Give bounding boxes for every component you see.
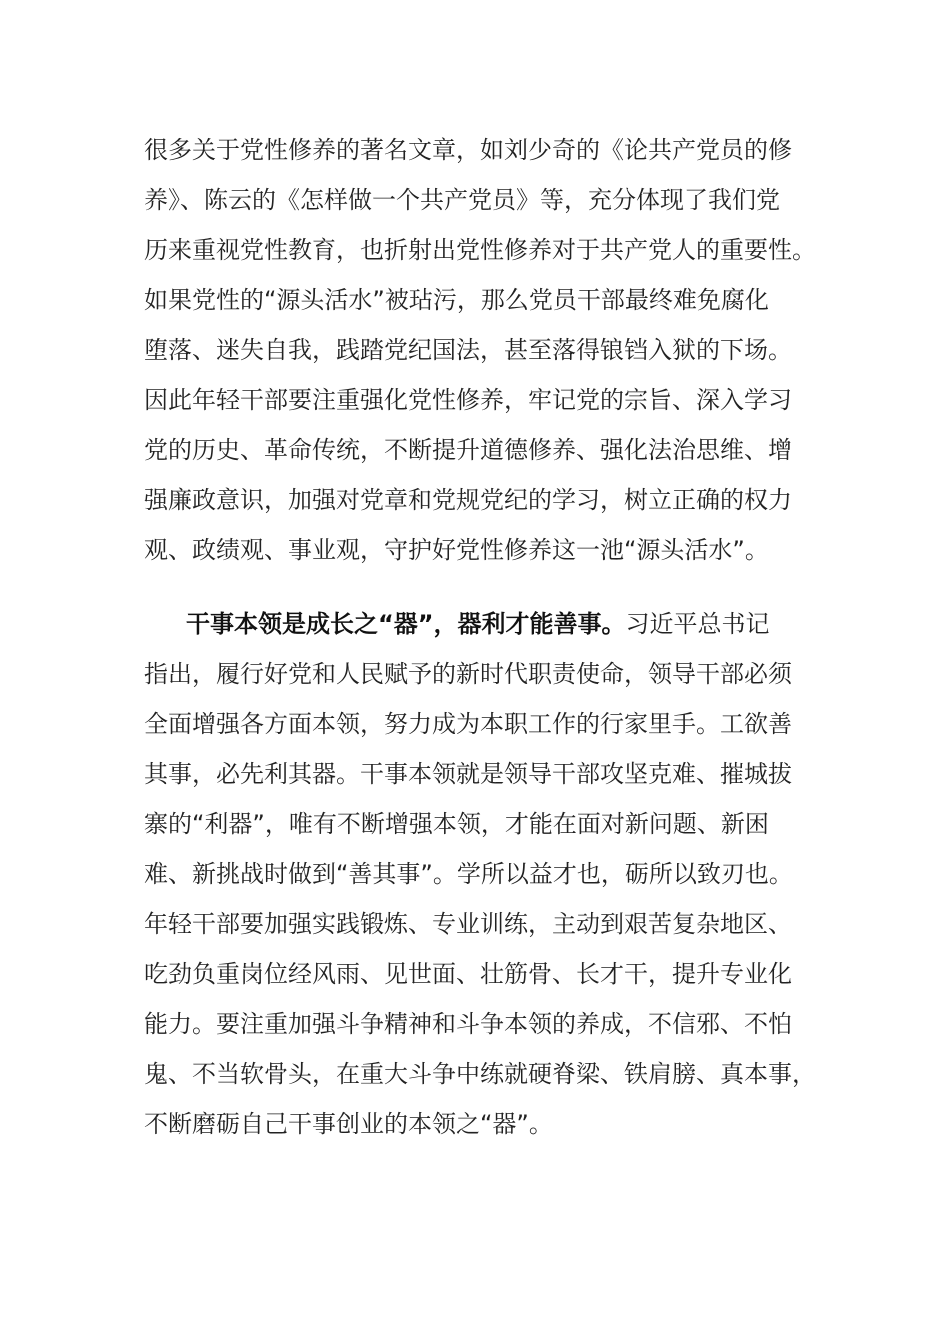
paragraph-2-line-3: 全面增强各方面本领，努力成为本职工作的行家里手。工欲善	[144, 710, 792, 738]
paragraph-2-first-line	[186, 609, 770, 639]
paragraph-2-line-5: 寨的“利器”，唯有不断增强本领，才能在面对新问题、新困	[144, 810, 769, 838]
paragraph-1-line-9: 观、政绩观、事业观，守护好党性修养这一池“源头活水”。	[144, 536, 769, 564]
paragraph-2-line-4: 其事，必先利其器。干事本领就是领导干部攻坚克难、摧城拔	[144, 760, 792, 788]
paragraph-1-line-5: 堕落、迷失自我，践踏党纪国法，甚至落得锒铛入狱的下场。	[144, 336, 792, 364]
paragraph-2-line-7: 年轻干部要加强实践锻炼、专业训练，主动到艰苦复杂地区、	[144, 910, 792, 938]
paragraph-1-line-6: 因此年轻干部要注重强化党性修养，牢记党的宗旨、深入学习	[144, 386, 792, 414]
paragraph-1-line-1: 很多关于党性修养的著名文章，如刘少奇的《论共产党员的修	[144, 136, 792, 164]
paragraph-2-line-6: 难、新挑战时做到“善其事”。学所以益才也，砺所以致刃也。	[144, 860, 793, 888]
paragraph-2-line-2: 指出，履行好党和人民赋予的新时代职责使命，领导干部必须	[144, 660, 792, 688]
paragraph-1-line-3: 历来重视党性教育，也折射出党性修养对于共产党人的重要性。	[144, 236, 816, 264]
paragraph-1-line-7: 党的历史、革命传统，不断提升道德修养、强化法治思维、增	[144, 436, 792, 464]
paragraph-2-line-11: 不断磨砺自己干事创业的本领之“器”。	[144, 1110, 553, 1138]
paragraph-2-line-8: 吃劲负重岗位经风雨、见世面、壮筋骨、长才干，提升专业化	[144, 960, 792, 988]
paragraph-2-line-10: 鬼、不当软骨头，在重大斗争中练就硬脊梁、铁肩膀、真本事，	[144, 1060, 816, 1088]
paragraph-2-heading: 干事本领是成长之“器”，器利才能善事。	[186, 610, 626, 638]
paragraph-2-first-line-text: 习近平总书记	[625, 610, 770, 638]
paragraph-2-line-9: 能力。要注重加强斗争精神和斗争本领的养成，不信邪、不怕	[144, 1010, 792, 1038]
paragraph-1-line-8: 强廉政意识，加强对党章和党规党纪的学习，树立正确的权力	[144, 486, 792, 514]
paragraph-1-line-2: 养》、陈云的《怎样做一个共产党员》等，充分体现了我们党	[144, 186, 780, 214]
paragraph-1-line-4: 如果党性的“源头活水”被玷污，那么党员干部最终难免腐化	[144, 286, 769, 314]
